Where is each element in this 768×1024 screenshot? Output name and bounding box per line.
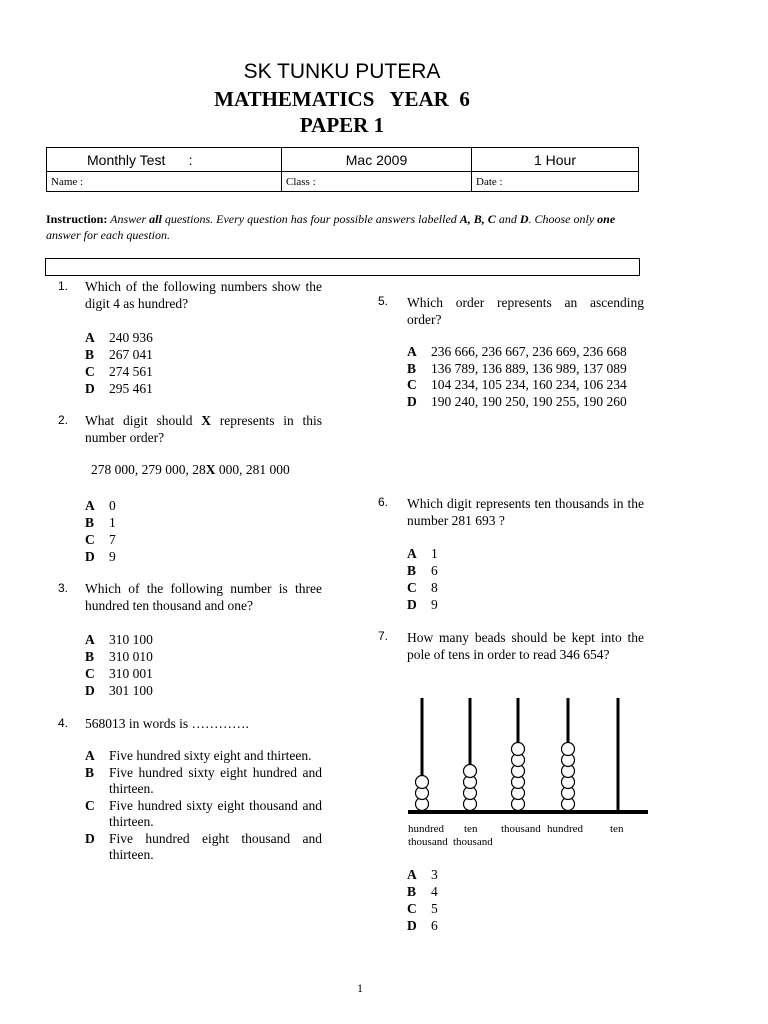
q1-option-c[interactable]: C 274 561 <box>85 364 153 379</box>
q5-text: Which order represents an ascending order? <box>407 295 644 327</box>
q1-options <box>85 329 153 397</box>
q3-options <box>85 631 153 699</box>
q2-option-b[interactable]: B 1 <box>85 515 116 530</box>
class-field[interactable]: Class : <box>282 172 472 192</box>
q4-option-a[interactable]: A Five hundred sixty eight and thirteen. <box>85 748 312 763</box>
q6-option-b[interactable]: B 6 <box>407 563 438 578</box>
instruction: Instruction: Answer all questions. Every question has four possible answers labelled A, B, C and D. Choose only one answer for each question. <box>46 212 616 242</box>
q2-option-d[interactable]: D 9 <box>85 549 116 564</box>
q6-option-c[interactable]: C 8 <box>407 580 438 595</box>
q6-option-a[interactable]: A 1 <box>407 546 438 561</box>
abacus-pole <box>617 698 620 810</box>
q5-number: 5. <box>378 294 389 308</box>
q4-number: 4. <box>58 716 69 730</box>
q7-option-d[interactable]: D 6 <box>407 918 438 933</box>
q7-option-a[interactable]: A 3 <box>407 867 438 882</box>
abacus-bead <box>416 776 429 789</box>
q2-option-a[interactable]: A 0 <box>85 498 116 513</box>
abacus-base <box>408 810 648 814</box>
q5-option-c[interactable]: C 104 234, 105 234, 160 234, 106 234 <box>407 377 627 392</box>
abacus-label-hundred: hundred <box>547 823 584 835</box>
q3-option-a[interactable]: A 310 100 <box>85 632 153 647</box>
q3-option-d[interactable]: D 301 100 <box>85 683 153 698</box>
q2-sequence: 278 000, 279 000, 28X 000, 281 000 <box>91 462 290 477</box>
q3-option-b[interactable]: B 310 010 <box>85 649 153 664</box>
q7-text: How many beads should be kept into the pole of tens in order to read 346 654? <box>407 630 644 662</box>
q3-text: Which of the following number is three hundred ten thousand and one? <box>85 581 322 613</box>
q6-number: 6. <box>378 495 389 509</box>
q2-option-c[interactable]: C 7 <box>85 532 116 547</box>
school-name: SK TUNKU PUTERA <box>243 60 441 83</box>
abacus-bead <box>464 765 477 778</box>
q4-text: 568013 in words is …………. <box>85 716 249 731</box>
q7-options <box>407 866 438 934</box>
q1-option-d[interactable]: D 295 461 <box>85 381 153 396</box>
abacus-label-ten-thousand: ten <box>464 823 478 835</box>
q6-text: Which digit represents ten thousands in the number 281 693 ? <box>407 496 644 528</box>
q3-number: 3. <box>58 581 69 595</box>
page-number: 1 <box>357 981 363 995</box>
test-type: Monthly Test : <box>47 148 282 172</box>
q7-option-b[interactable]: B 4 <box>407 884 438 899</box>
subject-title: MATHEMATICS YEAR 6 <box>214 87 470 111</box>
q4-options <box>85 748 322 864</box>
q1-option-a[interactable]: A 240 936 <box>85 330 153 345</box>
abacus-diagram <box>400 690 650 860</box>
test-date: Mac 2009 <box>282 148 472 172</box>
q4-option-b[interactable]: B Five hundred sixty eight hundred and thirteen. <box>85 764 322 796</box>
abacus-label-thousand-3: thousand <box>453 836 493 848</box>
abacus-bead <box>562 743 575 756</box>
q5-option-b[interactable]: B 136 789, 136 889, 136 989, 137 089 <box>407 360 627 376</box>
test-duration: 1 Hour <box>472 148 639 172</box>
abacus-bead <box>512 743 525 756</box>
paper-title: PAPER 1 <box>299 113 385 137</box>
q1-number: 1. <box>58 279 69 293</box>
abacus-label-thousand: thousand <box>501 823 541 835</box>
q2-options <box>85 497 116 565</box>
q4-option-c[interactable]: C Five hundred sixty eight thousand and thirteen. <box>85 797 322 829</box>
q7-number: 7. <box>378 629 389 643</box>
name-field[interactable]: Name : <box>47 172 282 192</box>
abacus-label-thousand-2: thousand <box>408 836 448 848</box>
q6-option-d[interactable]: D 9 <box>407 597 438 612</box>
q3-option-c[interactable]: C 310 001 <box>85 666 153 681</box>
q2-number: 2. <box>58 413 69 427</box>
date-field[interactable]: Date : <box>472 172 639 192</box>
abacus-label-hundred-thousand: hundred <box>408 823 445 835</box>
q7-option-c[interactable]: C 5 <box>407 901 438 916</box>
answer-bar <box>45 258 640 276</box>
q1-text: Which of the following numbers show the digit 4 as hundred? <box>85 279 322 311</box>
q1-option-b[interactable]: B 267 041 <box>85 347 153 362</box>
q2-text: What digit should X represents in this number order? <box>85 413 322 445</box>
q6-options <box>407 545 438 613</box>
info-table <box>46 147 639 192</box>
q5-option-d[interactable]: D 190 240, 190 250, 190 255, 190 260 <box>407 393 627 409</box>
q5-options <box>407 344 645 410</box>
q4-option-d[interactable]: D Five hundred eight thousand and thirteen. <box>85 830 322 862</box>
abacus-label-ten: ten <box>610 823 624 835</box>
q5-option-a[interactable]: A 236 666, 236 667, 236 669, 236 668 <box>407 344 627 359</box>
